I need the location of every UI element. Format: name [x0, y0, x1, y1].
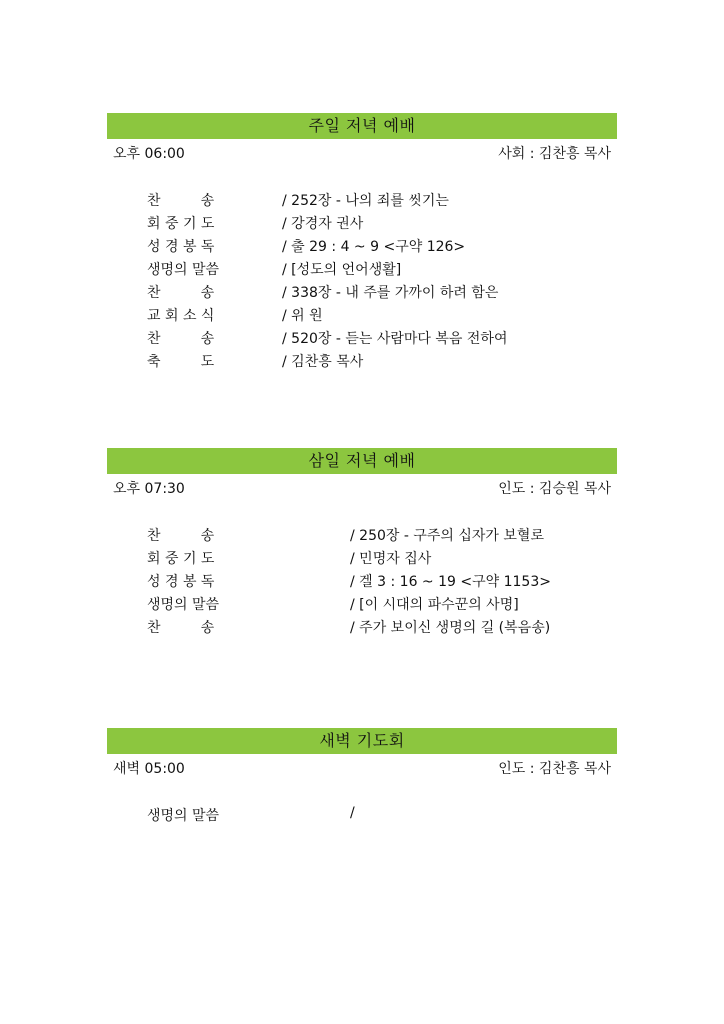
- order-item-value: / [성도의 언어생활]: [282, 262, 402, 278]
- order-item: [107, 236, 617, 259]
- dawn-prayer-leader: 인도 : 김찬흥 목사: [498, 761, 611, 777]
- dawn-prayer-time: 새벽 05:00: [113, 761, 185, 777]
- order-item-label: 성 경 봉 독: [147, 239, 215, 255]
- wednesday-evening-meta: [107, 474, 617, 500]
- order-item: [107, 282, 617, 305]
- order-item-value: / [이 시대의 파수꾼의 사명]: [350, 597, 519, 613]
- order-item: [107, 594, 617, 617]
- order-item-value: / 출 29 : 4 ~ 9 <구약 126>: [282, 239, 466, 255]
- dawn-prayer-section: [107, 728, 617, 824]
- order-item: [107, 259, 617, 282]
- order-item: [107, 190, 617, 213]
- order-item-label: 회 중 기 도: [147, 216, 215, 232]
- order-item-value: /: [350, 805, 355, 821]
- order-item-value: / 주가 보이신 생명의 길 (복음송): [350, 620, 551, 636]
- order-item-label: 찬 송: [147, 528, 215, 544]
- order-item: [107, 351, 617, 374]
- order-item-label: 회 중 기 도: [147, 551, 215, 567]
- dawn-prayer-title: 새벽 기도회: [107, 728, 617, 754]
- order-item-value: / 민명자 집사: [350, 551, 432, 567]
- order-item: [107, 305, 617, 328]
- order-item-value: / 김찬흥 목사: [282, 354, 364, 370]
- sunday-evening-title: 주일 저녁 예배: [107, 113, 617, 139]
- order-item-value: / 252장 - 나의 죄를 씻기는: [282, 193, 449, 209]
- sunday-evening-meta: [107, 139, 617, 165]
- order-item-value: / 겔 3 : 16 ~ 19 <구약 1153>: [350, 574, 551, 590]
- order-item-value: / 338장 - 내 주를 가까이 하려 함은: [282, 285, 499, 301]
- order-item-label: 생명의 말씀: [147, 262, 220, 278]
- order-item-value: / 250장 - 구주의 십자가 보혈로: [350, 528, 544, 544]
- order-item-label: 찬 송: [147, 285, 215, 301]
- sunday-evening-time: 오후 06:00: [113, 146, 185, 162]
- sunday-evening-leader: 사회 : 김찬흥 목사: [498, 146, 611, 162]
- order-item-label: 생명의 말씀: [147, 597, 220, 613]
- order-item-value: / 520장 - 듣는 사람마다 복음 전하여: [282, 331, 508, 347]
- order-item: [107, 213, 617, 236]
- order-item-value: / 위 원: [282, 308, 323, 324]
- order-item-label: 생명의 말씀: [147, 808, 220, 824]
- order-item: [107, 617, 617, 640]
- wednesday-evening-leader: 인도 : 김승원 목사: [498, 481, 611, 497]
- order-item-label: 성 경 봉 독: [147, 574, 215, 590]
- sunday-evening-section: [107, 113, 617, 370]
- order-item-label: 교 회 소 식: [147, 308, 215, 324]
- sunday-evening-order-list: [107, 190, 617, 374]
- wednesday-evening-time: 오후 07:30: [113, 481, 185, 497]
- order-item: [107, 525, 617, 548]
- order-item-label: 찬 송: [147, 331, 215, 347]
- order-item: [107, 571, 617, 594]
- order-item: [107, 548, 617, 571]
- wednesday-evening-section: [107, 448, 617, 636]
- order-item-label: 축 도: [147, 354, 215, 370]
- order-item: [107, 328, 617, 351]
- order-item: [107, 805, 617, 828]
- order-item-label: 찬 송: [147, 193, 215, 209]
- order-item-value: / 강경자 권사: [282, 216, 364, 232]
- dawn-prayer-meta: [107, 754, 617, 780]
- order-item-label: 찬 송: [147, 620, 215, 636]
- dawn-prayer-order-list: [107, 805, 617, 828]
- wednesday-evening-title: 삼일 저녁 예배: [107, 448, 617, 474]
- wednesday-evening-order-list: [107, 525, 617, 640]
